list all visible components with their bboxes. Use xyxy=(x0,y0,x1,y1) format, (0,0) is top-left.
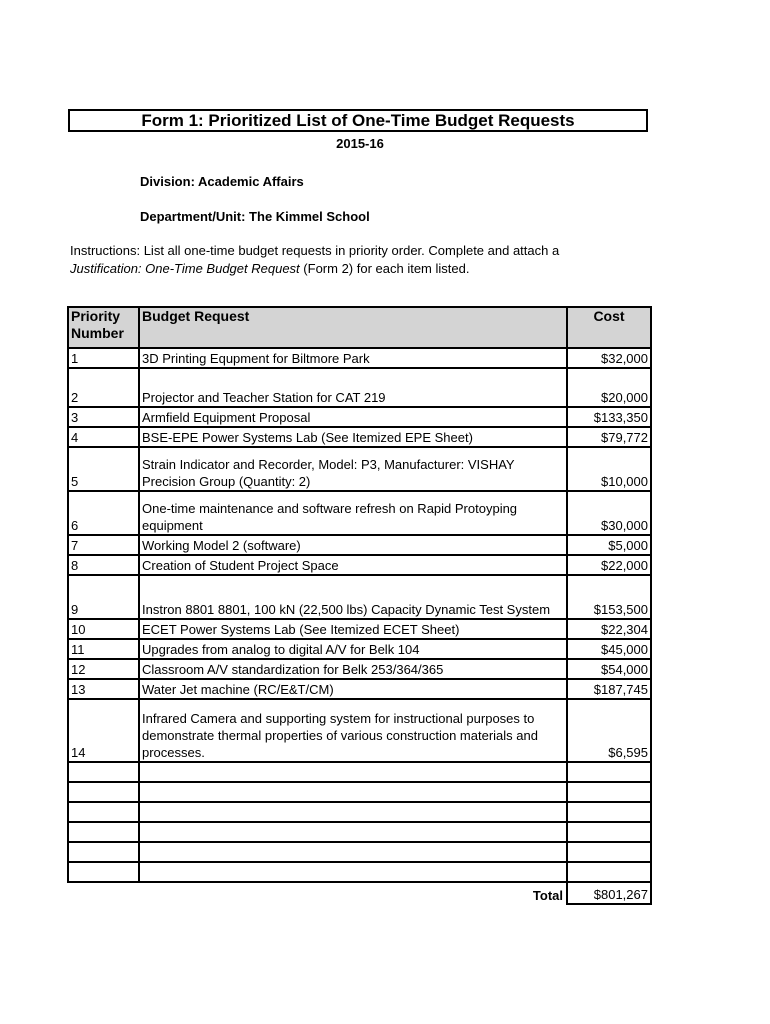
priority-number-cell xyxy=(68,782,139,802)
budget-request-cell xyxy=(139,842,567,862)
cost-cell: $79,772 xyxy=(567,427,651,447)
budget-request-cell: Projector and Teacher Station for CAT 219 xyxy=(139,368,567,407)
priority-number-header: Priority Number xyxy=(68,307,139,348)
table-row xyxy=(68,535,651,555)
priority-number-cell: 13 xyxy=(68,679,139,699)
cost-cell: $10,000 xyxy=(567,447,651,491)
budget-request-cell: Infrared Camera and supporting system for instructional purposes to demonstrate thermal properties of various construction materials and processes. xyxy=(139,699,567,762)
table-row xyxy=(68,447,651,491)
department-label: Department/Unit: The Kimmel School xyxy=(140,209,370,224)
table-row xyxy=(68,659,651,679)
priority-number-cell: 9 xyxy=(68,575,139,619)
instructions-line-1: Instructions: List all one-time budget requests in priority order. Complete and attach a xyxy=(70,243,560,258)
cost-cell xyxy=(567,822,651,842)
priority-number-cell: 3 xyxy=(68,407,139,427)
table-row xyxy=(68,802,651,822)
budget-request-cell: Armfield Equipment Proposal xyxy=(139,407,567,427)
total-row xyxy=(68,882,651,904)
budget-request-cell: BSE-EPE Power Systems Lab (See Itemized EPE Sheet) xyxy=(139,427,567,447)
table-header-row xyxy=(68,307,651,348)
total-value: $801,267 xyxy=(567,882,651,904)
budget-request-cell xyxy=(139,782,567,802)
budget-request-header: Budget Request xyxy=(139,307,567,348)
priority-number-cell: 4 xyxy=(68,427,139,447)
cost-cell: $32,000 xyxy=(567,348,651,368)
priority-number-cell: 8 xyxy=(68,555,139,575)
table-row xyxy=(68,679,651,699)
table-row xyxy=(68,575,651,619)
budget-request-cell xyxy=(139,822,567,842)
cost-cell xyxy=(567,862,651,882)
table-row xyxy=(68,555,651,575)
table-row xyxy=(68,699,651,762)
priority-number-cell: 7 xyxy=(68,535,139,555)
cost-cell: $187,745 xyxy=(567,679,651,699)
priority-number-cell: 2 xyxy=(68,368,139,407)
priority-number-cell xyxy=(68,842,139,862)
priority-number-cell: 5 xyxy=(68,447,139,491)
priority-number-cell: 12 xyxy=(68,659,139,679)
cost-cell: $45,000 xyxy=(567,639,651,659)
budget-request-table xyxy=(67,306,652,905)
budget-request-cell: Creation of Student Project Space xyxy=(139,555,567,575)
cost-cell: $6,595 xyxy=(567,699,651,762)
priority-number-cell: 10 xyxy=(68,619,139,639)
budget-request-cell: Strain Indicator and Recorder, Model: P3, Manufacturer: VISHAY Precision Group (Quantity: 2) xyxy=(139,447,567,491)
division-label: Division: Academic Affairs xyxy=(140,174,304,189)
table-row xyxy=(68,348,651,368)
table-row xyxy=(68,368,651,407)
cost-cell: $22,304 xyxy=(567,619,651,639)
cost-cell: $133,350 xyxy=(567,407,651,427)
table-row xyxy=(68,822,651,842)
budget-request-cell xyxy=(139,762,567,782)
table-row xyxy=(68,619,651,639)
priority-number-cell xyxy=(68,762,139,782)
priority-number-cell: 11 xyxy=(68,639,139,659)
cost-header: Cost xyxy=(567,307,651,348)
table-row xyxy=(68,862,651,882)
budget-request-cell xyxy=(139,802,567,822)
budget-request-cell: Upgrades from analog to digital A/V for Belk 104 xyxy=(139,639,567,659)
cost-cell xyxy=(567,762,651,782)
table-row xyxy=(68,639,651,659)
budget-request-cell: One-time maintenance and software refresh on Rapid Protoyping equipment xyxy=(139,491,567,535)
cost-cell: $153,500 xyxy=(567,575,651,619)
priority-number-cell xyxy=(68,862,139,882)
budget-request-cell: Water Jet machine (RC/E&T/CM) xyxy=(139,679,567,699)
table-row xyxy=(68,491,651,535)
priority-number-cell xyxy=(68,802,139,822)
cost-cell xyxy=(567,802,651,822)
form-title: Form 1: Prioritized List of One-Time Budget Requests xyxy=(68,109,648,132)
instructions xyxy=(70,242,559,278)
table-row xyxy=(68,407,651,427)
budget-request-cell: Classroom A/V standardization for Belk 253/364/365 xyxy=(139,659,567,679)
total-label: Total xyxy=(532,888,563,903)
cost-cell: $54,000 xyxy=(567,659,651,679)
priority-number-cell: 14 xyxy=(68,699,139,762)
budget-request-cell: 3D Printing Equpment for Biltmore Park xyxy=(139,348,567,368)
cost-cell: $30,000 xyxy=(567,491,651,535)
table-row xyxy=(68,782,651,802)
cost-cell: $5,000 xyxy=(567,535,651,555)
priority-number-cell: 6 xyxy=(68,491,139,535)
cost-cell xyxy=(567,782,651,802)
instructions-line-2: (Form 2) for each item listed. xyxy=(303,261,470,276)
fiscal-year: 2015-16 xyxy=(336,136,384,151)
budget-request-cell: Instron 8801 8801, 100 kN (22,500 lbs) Capacity Dynamic Test System xyxy=(139,575,567,619)
cost-cell xyxy=(567,842,651,862)
table-row xyxy=(68,427,651,447)
budget-request-cell xyxy=(139,862,567,882)
budget-request-cell: Working Model 2 (software) xyxy=(139,535,567,555)
priority-number-cell xyxy=(68,822,139,842)
budget-request-cell: ECET Power Systems Lab (See Itemized ECET Sheet) xyxy=(139,619,567,639)
table-row xyxy=(68,762,651,782)
cost-cell: $20,000 xyxy=(567,368,651,407)
cost-cell: $22,000 xyxy=(567,555,651,575)
instructions-form-reference: Justification: One-Time Budget Request xyxy=(70,261,300,276)
priority-number-cell: 1 xyxy=(68,348,139,368)
table-row xyxy=(68,842,651,862)
